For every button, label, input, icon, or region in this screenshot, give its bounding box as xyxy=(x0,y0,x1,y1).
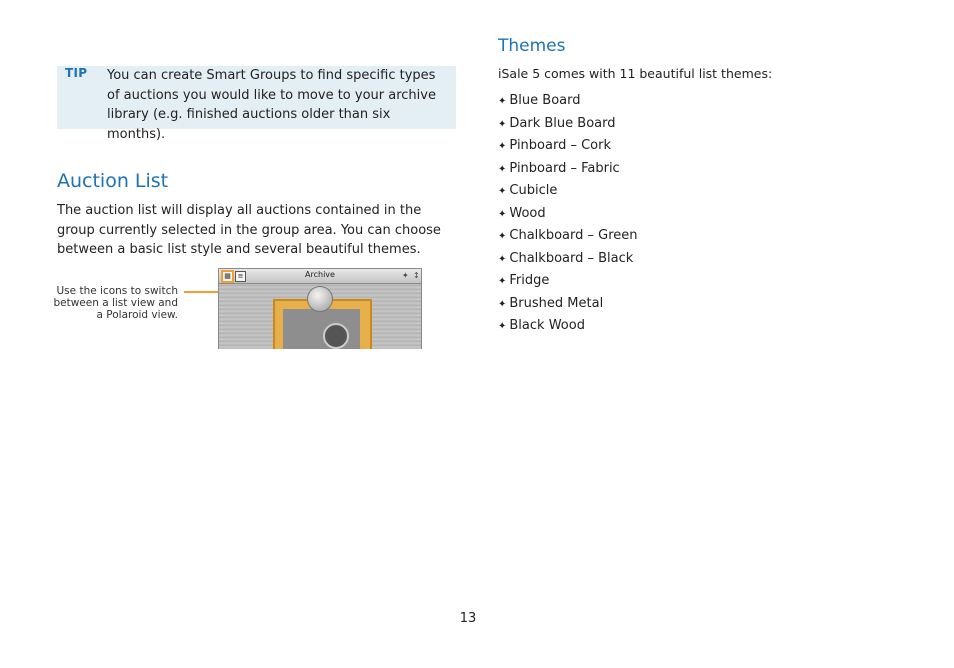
theme-item xyxy=(498,180,638,203)
bullet-star-icon: ✦ xyxy=(498,321,507,332)
theme-item-label: Fridge xyxy=(509,273,550,288)
theme-item-label: Pinboard – Fabric xyxy=(509,160,620,176)
theme-item xyxy=(498,158,638,181)
bullet-star-icon: ✦ xyxy=(498,96,507,107)
window-title: Archive xyxy=(305,270,335,279)
theme-item-label: Chalkboard – Green xyxy=(509,228,638,243)
bullet-star-icon: ✦ xyxy=(498,186,507,197)
pin-icon: ✦ xyxy=(402,271,409,280)
bullet-star-icon: ✦ xyxy=(498,208,507,220)
themes-heading: Themes xyxy=(498,36,566,56)
theme-item xyxy=(498,293,638,316)
theme-item xyxy=(498,270,638,293)
bullet-star-icon: ✦ xyxy=(498,231,507,242)
theme-item xyxy=(498,225,638,248)
chevron-updown-icon: ↕ xyxy=(413,271,420,280)
themes-intro: iSale 5 comes with 11 beautiful list themes: xyxy=(498,66,773,81)
polaroid-view-icon: ▦ xyxy=(221,270,234,283)
list-view-icon: ≡ xyxy=(235,271,246,282)
theme-item-label: Dark Blue Board xyxy=(509,115,616,131)
pushpin-knob xyxy=(307,286,333,312)
theme-item-label: Wood xyxy=(509,205,546,221)
bullet-star-icon: ✦ xyxy=(498,141,507,152)
theme-item-label: Blue Board xyxy=(509,93,581,108)
themes-list xyxy=(498,90,638,338)
radio-dial-image xyxy=(323,323,349,349)
window-titlebar xyxy=(219,269,421,284)
archive-window-screenshot xyxy=(218,268,422,349)
bullet-star-icon: ✦ xyxy=(498,163,507,175)
figure-callout: Use the icons to switch between a list view and a Polaroid view. xyxy=(53,285,178,321)
bullet-star-icon: ✦ xyxy=(498,298,507,310)
theme-item xyxy=(498,248,638,271)
theme-item-label: Cubicle xyxy=(509,183,558,198)
page-number: 13 xyxy=(459,611,477,626)
bullet-star-icon: ✦ xyxy=(498,118,507,130)
theme-item xyxy=(498,113,638,136)
bullet-star-icon: ✦ xyxy=(498,276,507,287)
tip-text: You can create Smart Groups to find specific types of auctions you would like to move to your archive library (e.g. finished auctions older than six months). xyxy=(107,68,436,142)
polaroid-photo xyxy=(283,309,360,349)
theme-item-label: Brushed Metal xyxy=(509,295,604,311)
theme-item-label: Pinboard – Cork xyxy=(509,138,612,153)
theme-item xyxy=(498,135,638,158)
bullet-star-icon: ✦ xyxy=(498,253,507,265)
auction-list-heading: Auction List xyxy=(57,170,169,192)
tip-label: TIP xyxy=(65,66,88,80)
theme-item xyxy=(498,315,638,338)
theme-item xyxy=(498,90,638,113)
tip-box xyxy=(57,66,456,142)
auction-list-body: The auction list will display all auctions contained in the group currently selected in the group area. You can choose between a basic list style and several beautiful themes. xyxy=(57,203,441,257)
theme-item-label: Chalkboard – Black xyxy=(509,250,634,266)
theme-item-label: Black Wood xyxy=(509,318,585,333)
theme-item xyxy=(498,203,638,226)
